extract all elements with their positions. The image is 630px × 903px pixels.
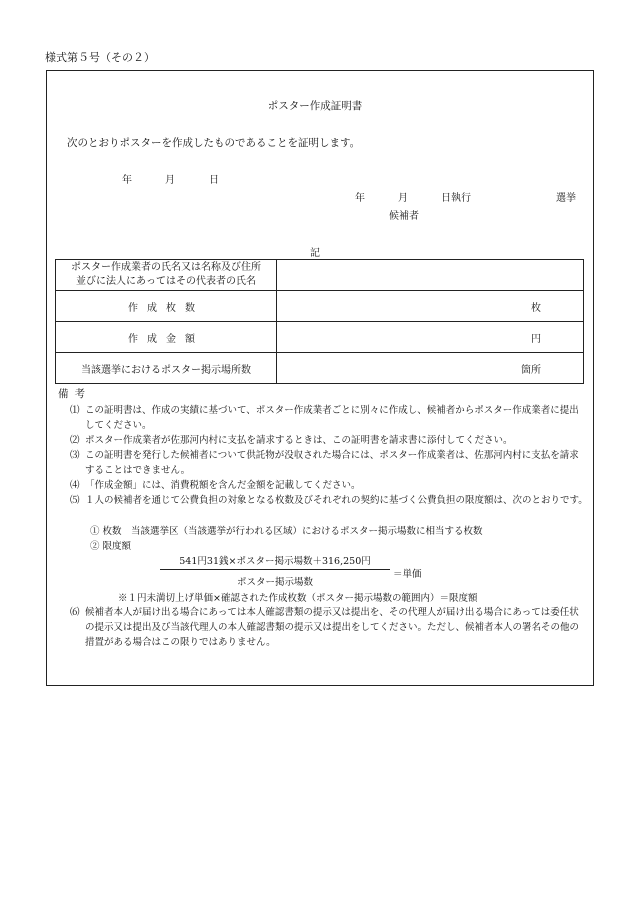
amount-unit: 円	[277, 322, 584, 353]
places-label: 当該選挙におけるポスター掲示場所数	[56, 353, 277, 384]
maker-label-line1: ポスター作成業者の氏名又は名称及び住所	[71, 262, 261, 273]
note-text: ポスター作成業者が佐那河内村に支払を請求するときは、この証明書を請求書に添付してください。	[85, 435, 513, 446]
note-text: 「作成金額」には、消費税額を含んだ金額を記載してください。	[85, 480, 361, 491]
note-3	[70, 448, 588, 478]
maker-value-cell	[277, 260, 584, 291]
table-row	[56, 353, 584, 384]
maker-label	[56, 260, 277, 291]
note-text: １人の候補者を通じて公費負担の対象となる枚数及びそれぞれの契約に基づく公費負担の限度額は、次のとおりです。	[85, 495, 588, 506]
sub-item-text: 限度額	[102, 541, 132, 552]
date-year-label: 年	[122, 175, 132, 186]
note-6	[70, 605, 588, 650]
note-text: この証明書を発行した候補者について供託物が没収された場合には、ポスター作成業者は、佐那河内村に支払を請求することはできません。	[85, 450, 579, 476]
sub-item-number: ②	[90, 541, 100, 552]
table-row	[56, 291, 584, 322]
sub-item-2	[90, 538, 131, 552]
places-unit: 箇所	[277, 353, 584, 384]
date-month-label: 月	[165, 175, 175, 186]
date-day-label: 日	[209, 175, 219, 186]
note-2	[70, 433, 588, 448]
note-number: ⑷	[70, 480, 80, 491]
limit-formula	[160, 553, 390, 588]
formula-numerator: 541円31銭×ポスター掲示場数＋316,250円	[160, 553, 390, 570]
note-number: ⑵	[70, 435, 80, 446]
ki-heading: 記	[310, 248, 320, 259]
intro-text: 次のとおりポスターを作成したものであることを証明します。	[67, 137, 361, 149]
note-4	[70, 478, 588, 493]
formula-result: ＝単価	[393, 569, 422, 580]
note-number: ⑹	[70, 607, 80, 618]
note-text: 候補者本人が届け出る場合にあっては本人確認書類の提示又は提出を、その代理人が届け出る場合にあっては委任状の提示又は提出及び当該代理人の本人確認書類の提示又は提出をしてください。ただし、候補者本人の署名その他の措置がある場合はこの限りではありません。	[85, 607, 580, 648]
asterisk-note: ※１円未満切上げ単価×確認された作成枚数（ポスター掲示場数の範囲内）＝限度額	[118, 593, 478, 604]
sub-item-number: ①	[90, 526, 100, 537]
note-5	[70, 493, 588, 508]
note-number: ⑴	[70, 405, 80, 416]
note-1	[70, 403, 588, 433]
form-number: 様式第５号（その２）	[45, 51, 155, 64]
sub-item-text: 枚数 当該選挙区（当該選挙が行われる区域）におけるポスター掲示場数に相当する枚数	[102, 526, 483, 537]
note-number: ⑶	[70, 450, 80, 461]
note-text: この証明書は、作成の実績に基づいて、ポスター作成業者ごとに別々に作成し、候補者からポスター作成業者に提出してください。	[85, 405, 579, 431]
details-table	[55, 259, 584, 384]
count-unit: 枚	[277, 291, 584, 322]
sub-item-1	[90, 523, 483, 537]
candidate-label: 候補者	[389, 211, 419, 222]
remarks-heading: 備考	[58, 388, 91, 400]
election-year-label: 年	[355, 193, 365, 204]
election-held-label: 日執行	[441, 193, 471, 204]
maker-label-line2: 並びに法人にあってはその代表者の氏名	[76, 276, 256, 287]
note-number: ⑸	[70, 495, 80, 506]
election-month-label: 月	[398, 193, 408, 204]
count-label: 作成枚数	[56, 291, 277, 322]
amount-label: 作成金額	[56, 322, 277, 353]
table-row	[56, 260, 584, 291]
formula-denominator: ポスター掲示場数	[236, 577, 313, 588]
table-row	[56, 322, 584, 353]
document-title: ポスター作成証明書	[267, 100, 363, 112]
election-label: 選挙	[556, 193, 576, 204]
